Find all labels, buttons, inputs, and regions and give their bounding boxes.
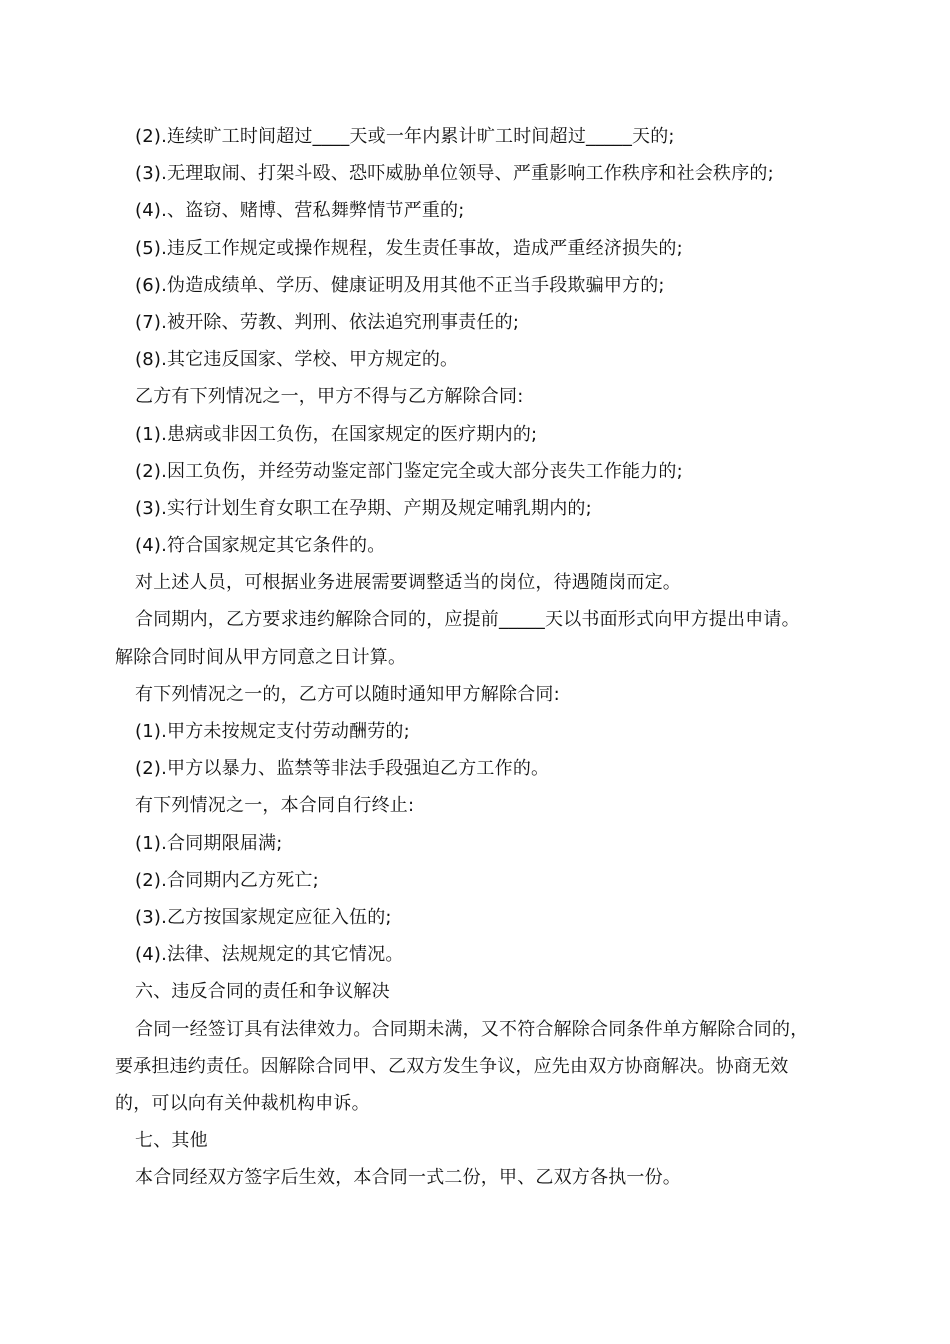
document-line: (5).违反工作规定或操作规程，发生责任事故，造成严重经济损失的; — [135, 237, 683, 259]
document-line: (6).伪造成绩单、学历、健康证明及用其他不正当手段欺骗甲方的; — [135, 274, 665, 296]
document-line: (2).连续旷工时间超过____天或一年内累计旷工时间超过_____天的; — [135, 126, 675, 147]
document-line: (1).合同期限届满; — [135, 832, 283, 854]
document-line: (8).其它违反国家、学校、甲方规定的。 — [135, 349, 459, 371]
document-line: 合同期内，乙方要求违约解除合同的，应提前_____天以书面形式向甲方提出申请。 — [135, 609, 800, 631]
document-line: 本合同经双方签字后生效，本合同一式二份，甲、乙双方各执一份。 — [135, 1167, 681, 1189]
document-line: (3).实行计划生育女职工在孕期、产期及规定哺乳期内的; — [135, 497, 592, 519]
document-line: (2).合同期内乙方死亡; — [135, 869, 319, 891]
document-line: (2).甲方以暴力、监禁等非法手段强迫乙方工作的。 — [135, 758, 550, 780]
document-line: 有下列情况之一，本合同自行终止: — [135, 795, 415, 817]
document-line: (2).因工负伤，并经劳动鉴定部门鉴定完全或大部分丧失工作能力的; — [135, 460, 683, 482]
document-line: 合同一经签订具有法律效力。合同期未满，又不符合解除合同条件单方解除合同的， — [135, 1018, 809, 1040]
document-line: 乙方有下列情况之一，甲方不得与乙方解除合同: — [135, 386, 524, 408]
document-line: 有下列情况之一的，乙方可以随时通知甲方解除合同: — [135, 683, 560, 705]
document-line: (1).患病或非因工负伤，在国家规定的医疗期内的; — [135, 423, 538, 445]
document-line: 要承担违约责任。因解除合同甲、乙双方发生争议，应先由双方协商解决。协商无效 — [115, 1055, 789, 1077]
document-line: 解除合同时间从甲方同意之日计算。 — [115, 646, 407, 668]
document-line: 六、违反合同的责任和争议解决 — [135, 981, 390, 1003]
document-line: (1).甲方未按规定支付劳动酬劳的; — [135, 721, 410, 742]
document-line: (3).乙方按国家规定应征入伍的; — [135, 906, 392, 928]
document-line: 七、其他 — [135, 1130, 208, 1152]
document-line: (4).、盗窃、赌博、营私舞弊情节严重的; — [135, 200, 465, 222]
document-line: (7).被开除、劳教、判刑、依法追究刑事责任的; — [135, 311, 520, 333]
document-line: 对上述人员，可根据业务进展需要调整适当的岗位，待遇随岗而定。 — [135, 572, 681, 594]
document-line: (4).法律、法规规定的其它情况。 — [135, 944, 404, 966]
document-body — [115, 118, 845, 1196]
document-line: (4).符合国家规定其它条件的。 — [135, 535, 386, 557]
document-line: (3).无理取闹、打架斗殴、恐吓威胁单位领导、严重影响工作秩序和社会秩序的; — [135, 163, 774, 185]
document-line: 的，可以向有关仲裁机构申诉。 — [115, 1092, 370, 1114]
